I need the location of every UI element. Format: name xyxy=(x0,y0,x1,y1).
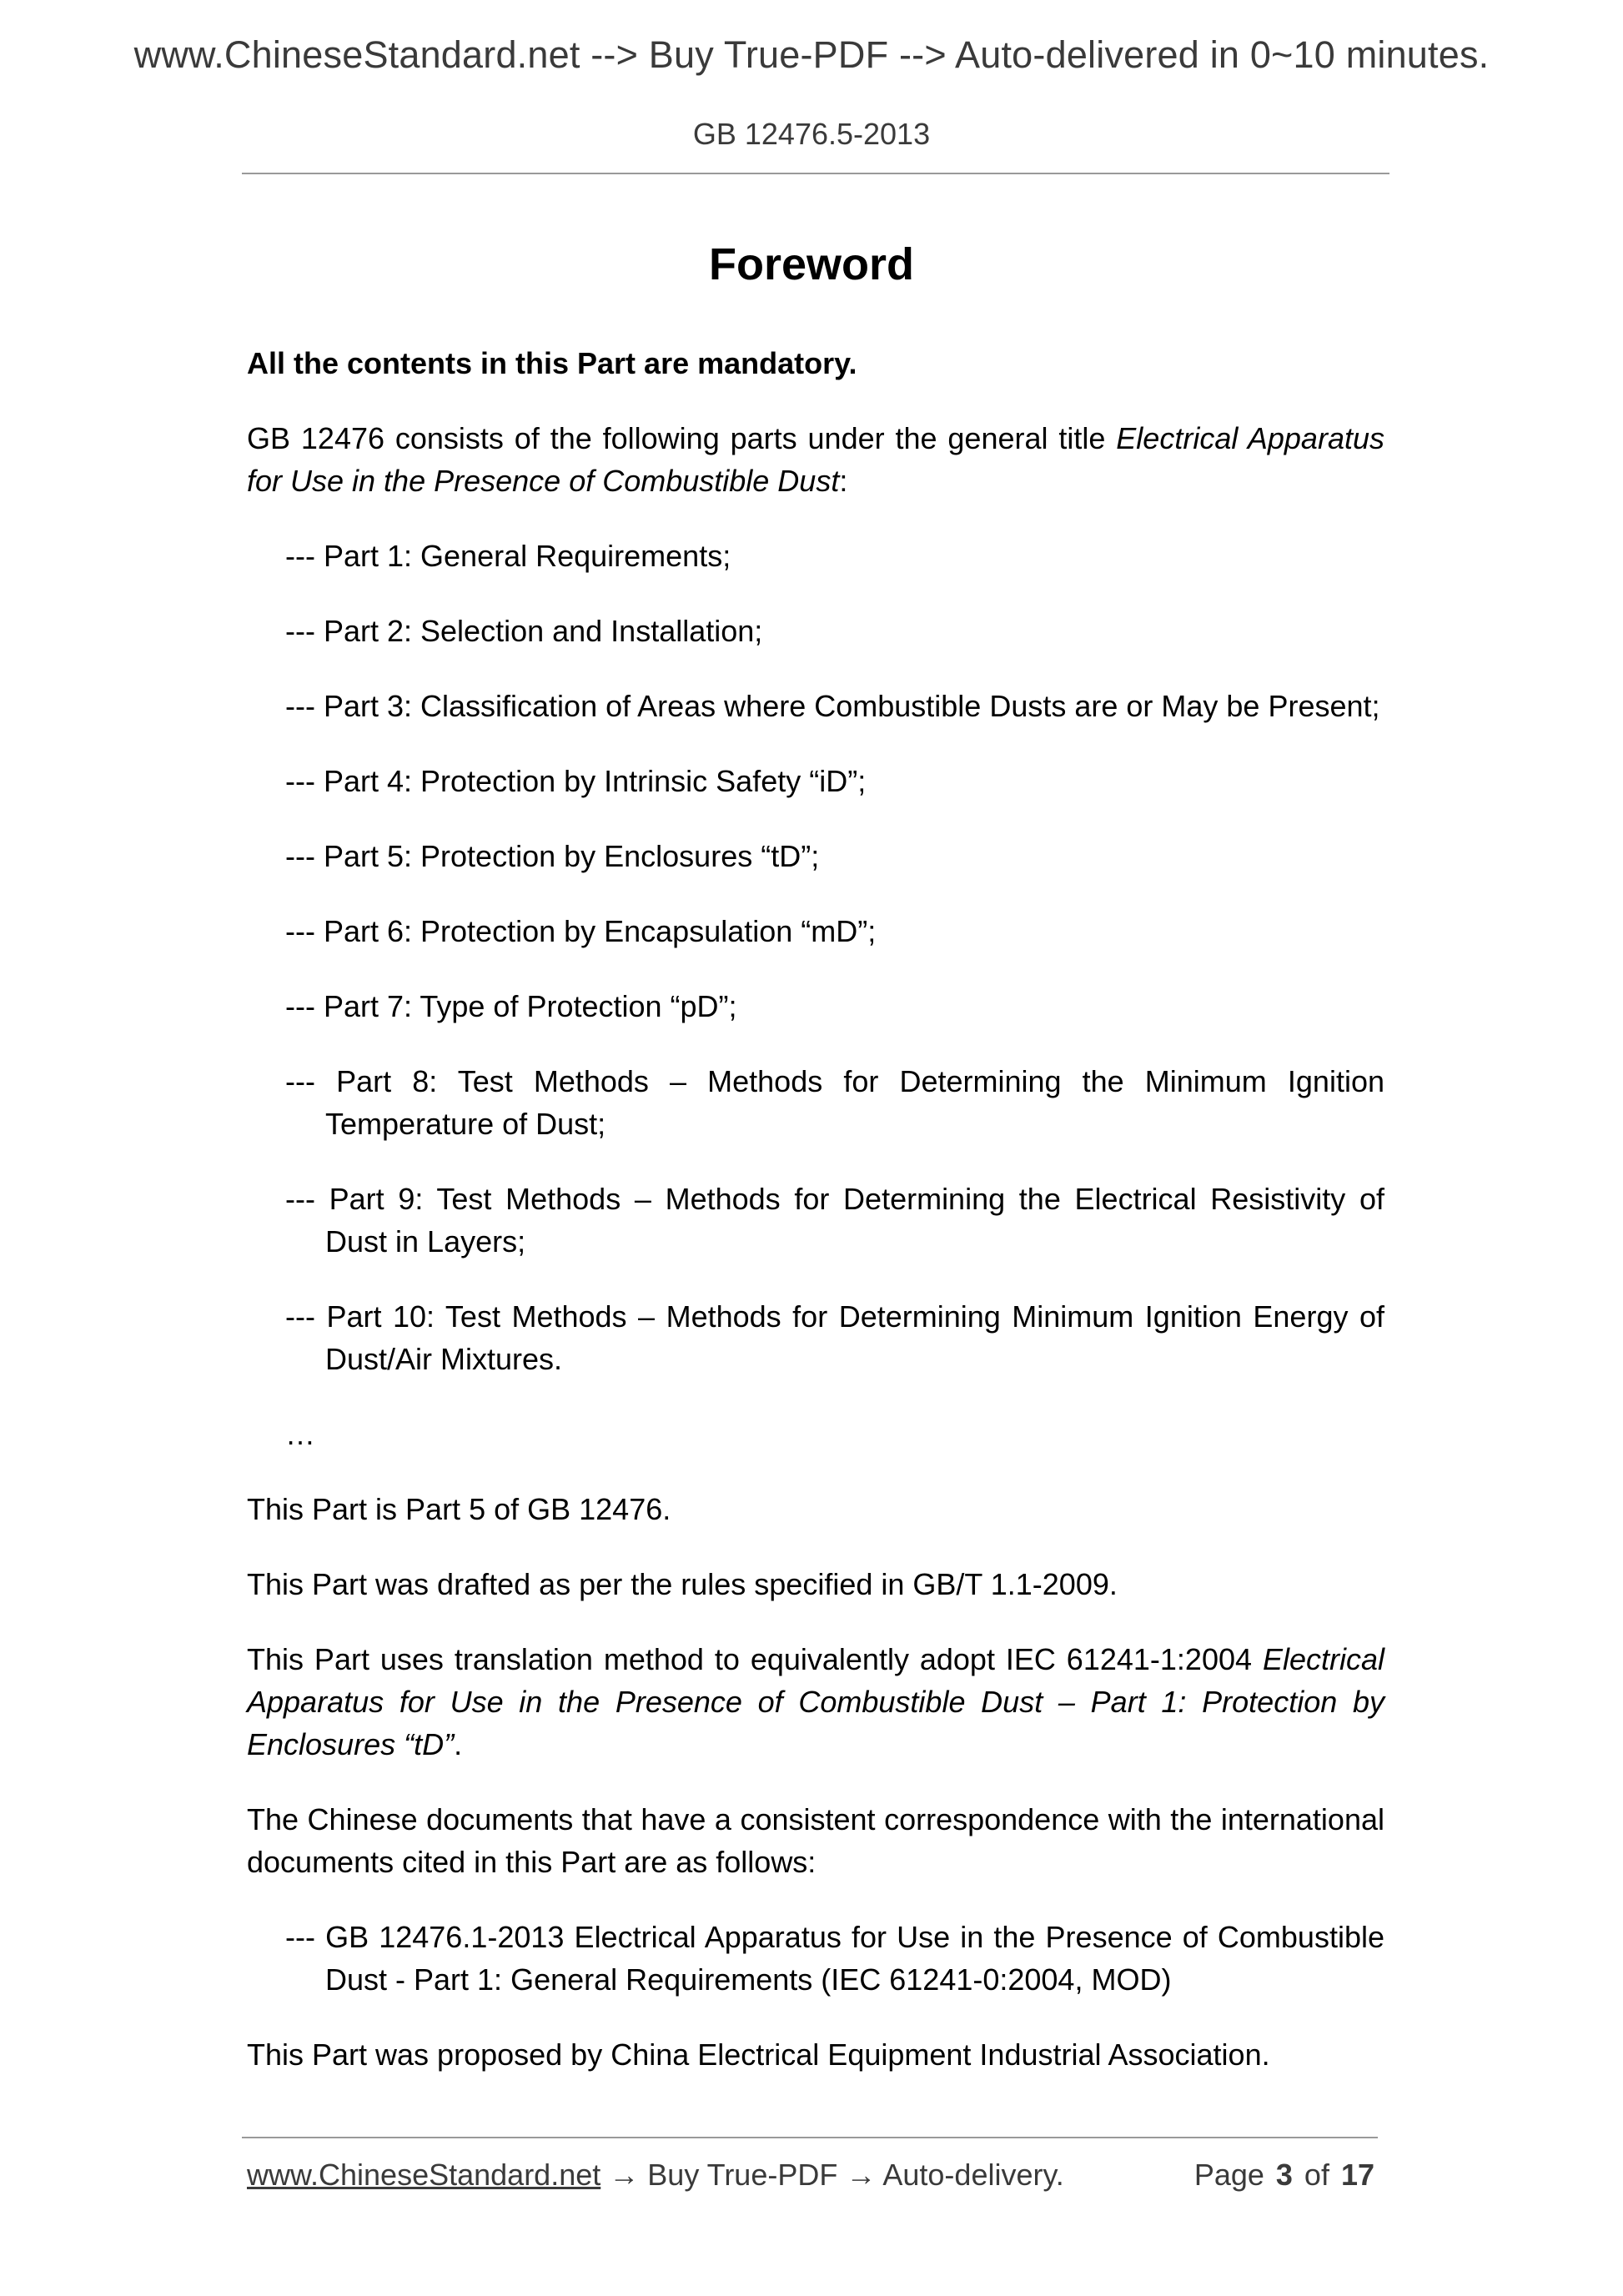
list-item-part-10: --- Part 10: Test Methods – Methods for Determining Minimum Ignition Energy of Dust/Air Mixtures. xyxy=(285,1299,1384,1376)
page-indicator xyxy=(1194,2158,1374,2193)
list-item-part-4: --- Part 4: Protection by Intrinsic Safety “iD”; xyxy=(285,764,867,798)
drafted-paragraph: This Part was drafted as per the rules specified in GB/T 1.1-2009. xyxy=(247,1567,1118,1601)
of-label: of xyxy=(1304,2158,1329,2192)
part-of-paragraph: This Part is Part 5 of GB 12476. xyxy=(247,1492,671,1526)
adopt-prefix: This Part uses translation method to equivalently adopt IEC 61241-1:2004 xyxy=(247,1642,1263,1676)
list-item-part-8: --- Part 8: Test Methods – Methods for Determining the Minimum Ignition Temperature of Dust; xyxy=(285,1064,1384,1141)
list-item-part-3: --- Part 3: Classification of Areas where Combustible Dusts are or May be Present; xyxy=(285,689,1380,723)
consists-paragraph xyxy=(247,417,1384,502)
adopt-title: Electrical Apparatus for Use in the Presence of Combustible Dust – Part 1: Protection by Enclosures “tD” xyxy=(247,1642,1384,1761)
footer-site-link[interactable]: www.ChineseStandard.net xyxy=(247,2158,601,2192)
page-label: Page xyxy=(1193,2158,1264,2192)
consists-prefix: GB 12476 consists of the following parts under the general title xyxy=(247,421,1117,455)
adopt-suffix: . xyxy=(454,1727,463,1761)
correspondence-paragraph: The Chinese documents that have a consistent correspondence with the international documents cited in this Part are as follows: xyxy=(247,1802,1384,1879)
arrow-icon: → xyxy=(846,2158,877,2192)
list-ellipsis: … xyxy=(285,1417,315,1451)
top-banner: www.ChineseStandard.net --> Buy True-PDF --> Auto-delivered in 0~10 minutes. xyxy=(133,33,1490,76)
list-item-part-9: --- Part 9: Test Methods – Methods for Determining the Electrical Resistivity of Dust in Layers; xyxy=(285,1182,1384,1259)
page-title: Foreword xyxy=(708,239,914,289)
arrow-icon: → xyxy=(609,2158,640,2192)
footer-divider xyxy=(242,2137,1378,2138)
page-total: 17 xyxy=(1340,2158,1374,2192)
consists-title: Electrical Apparatus for Use in the Presence of Combustible Dust xyxy=(247,421,1384,498)
consists-suffix: : xyxy=(839,464,848,498)
page-number: 3 xyxy=(1275,2158,1293,2192)
list-item-part-7: --- Part 7: Type of Protection “pD”; xyxy=(285,989,737,1023)
foreword-body xyxy=(247,342,1384,2108)
list-item-part-2: --- Part 2: Selection and Installation; xyxy=(285,614,763,648)
list-item-part-1: --- Part 1: General Requirements; xyxy=(285,539,731,573)
correspondence-item: --- GB 12476.1-2013 Electrical Apparatus for Use in the Presence of Combustible Dust - Part 1: General Requirements (IEC 61241-0:2004, MOD) xyxy=(285,1920,1384,1997)
header-divider xyxy=(242,173,1389,174)
footer-auto-text: Auto-delivery. xyxy=(882,2158,1064,2192)
list-item-part-6: --- Part 6: Protection by Encapsulation “mD”; xyxy=(285,914,877,948)
footer-promo xyxy=(247,2158,1064,2193)
list-item-part-5: --- Part 5: Protection by Enclosures “tD”; xyxy=(285,839,820,873)
footer-buy-text: Buy True-PDF xyxy=(647,2158,838,2192)
mandatory-statement: All the contents in this Part are mandatory. xyxy=(247,346,857,380)
standard-code: GB 12476.5-2013 xyxy=(692,117,931,151)
proposed-paragraph: This Part was proposed by China Electrical Equipment Industrial Association. xyxy=(247,2037,1270,2072)
adopt-paragraph xyxy=(247,1638,1384,1766)
